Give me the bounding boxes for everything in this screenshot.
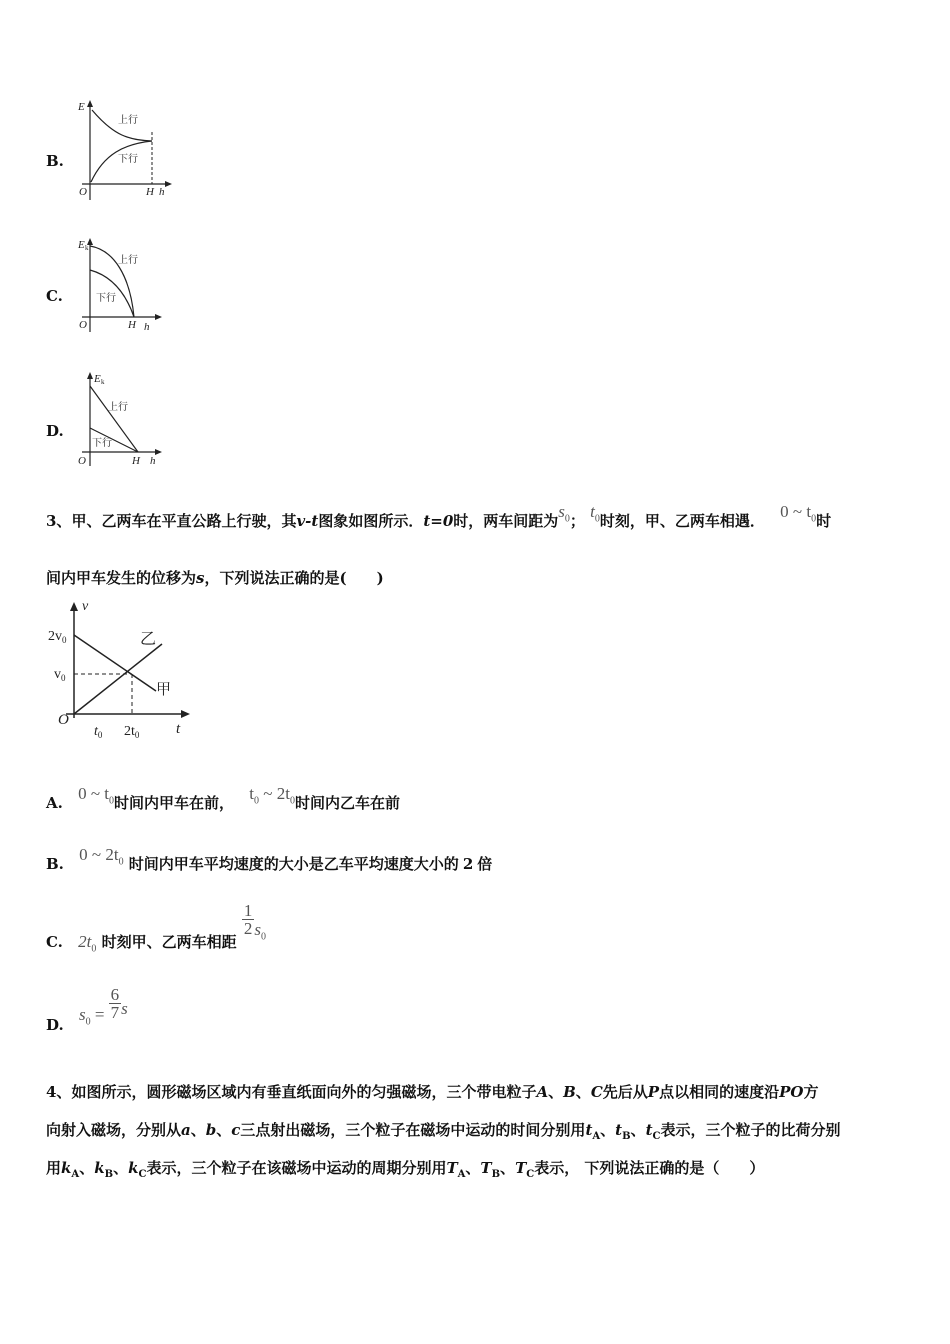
option-c-graph xyxy=(74,236,164,336)
svg-text:h: h xyxy=(144,321,150,333)
tick-2v0: $2v_0$ xyxy=(48,629,67,645)
option-b-label: B. xyxy=(46,152,64,170)
q3-option-a: A. 0 ~ $t_0$时间内甲车在前， $t_0$ ~ $2t_0$时间内乙车在前 xyxy=(46,784,400,812)
svg-text:上行: 上行 xyxy=(118,255,138,266)
svg-text:k: k xyxy=(85,244,89,252)
q3-option-c: C. $2t_0$ 时刻甲、乙两车相距 $\frac{1}{2}$ $s_0$ xyxy=(46,901,266,954)
option-d-label: D. xyxy=(46,422,64,440)
h-label: H xyxy=(146,186,154,198)
svg-text:E: E xyxy=(94,373,101,385)
t-axis-label: t xyxy=(176,721,181,737)
origin-label: O xyxy=(58,712,69,728)
svg-text:E: E xyxy=(78,239,85,251)
tick-t0: $t_0$ xyxy=(94,724,103,740)
curve-up-label: 上行 xyxy=(118,115,138,126)
option-b-graph xyxy=(74,96,174,206)
svg-text:上行: 上行 xyxy=(108,402,128,413)
q3-stem-line1: 3、甲、乙两车在平直公路上行驶，其v-t图象如图所示．t=0时，两车间距为$s_0$； $t_0$时刻，甲、乙两车相遇． 0 ~ $t_0$时 xyxy=(46,502,832,530)
svg-text:k: k xyxy=(101,378,105,386)
svg-text:H: H xyxy=(128,319,136,331)
curve-down-label: 下行 xyxy=(118,154,138,165)
svg-text:h: h xyxy=(150,455,156,467)
y-arrow xyxy=(87,100,93,107)
y-axis-label: E xyxy=(78,101,85,113)
tick-2t0: $2t_0$ xyxy=(124,724,140,740)
x-arrow xyxy=(165,181,172,187)
origin-label: O xyxy=(79,186,87,198)
svg-text:下行: 下行 xyxy=(92,438,112,449)
line-jia-label: 甲 xyxy=(156,682,172,698)
line-yi-label: 乙 xyxy=(140,631,157,648)
q4-stem-line2: 向射入磁场，分别从a、b、c三点射出磁场，三个粒子在磁场中运动的时间分别用$t_A$、$t_B$、$t_C$表示，三个粒子的比荷分别 xyxy=(46,1121,841,1142)
x-axis-label: h xyxy=(159,186,165,198)
option-d-graph xyxy=(74,370,164,470)
option-c-label: C. xyxy=(46,287,63,305)
q4-stem-line1: 4、如图所示，圆形磁场区域内有垂直纸面向外的匀强磁场，三个带电粒子A、B、C先后从P点以相同的速度沿PO方 xyxy=(46,1083,819,1101)
q3-option-b: B. 0 ~ $2t_0$ 时间内甲车平均速度的大小是乙车平均速度大小的 2 倍 xyxy=(46,845,493,873)
svg-text:O: O xyxy=(79,319,87,331)
v-axis-label: v xyxy=(82,599,89,614)
q3-option-d: D. $s_0$ = $\frac{6}{7}$ s xyxy=(46,985,128,1034)
svg-text:H: H xyxy=(132,455,140,467)
q3-stem-line2: 间内甲车发生的位移为s，下列说法正确的是( ) xyxy=(46,569,384,587)
svg-text:O: O xyxy=(78,455,86,467)
tick-v0: $v_0$ xyxy=(54,667,66,683)
q4-stem-line3: 用$k_A$、$k_B$、$k_C$表示，三个粒子在该磁场中运动的周期分别用$T_A$、$T_B$、$T_C$表示， 下列说法正确的是（ ） xyxy=(46,1159,765,1180)
line-yi xyxy=(74,644,162,714)
svg-text:下行: 下行 xyxy=(96,293,116,304)
q3-vt-graph xyxy=(44,596,204,746)
